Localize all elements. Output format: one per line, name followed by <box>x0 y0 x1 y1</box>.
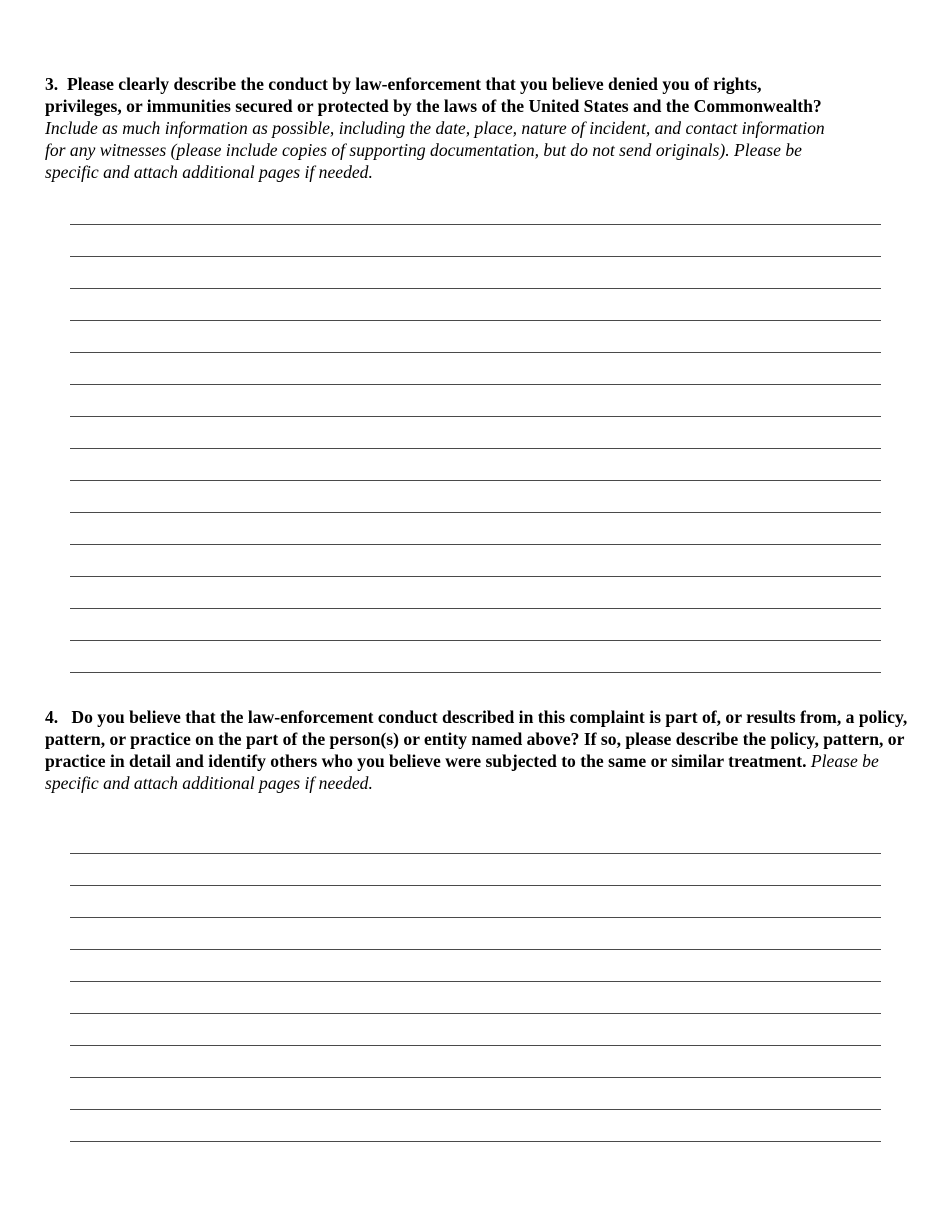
question-4-instructions: Please be specific and attach additional pages if needed. <box>45 751 879 793</box>
question-4-number: 4. <box>45 707 59 727</box>
answer-line[interactable] <box>70 609 881 641</box>
answer-line[interactable] <box>70 1014 881 1046</box>
question-3-prompt <box>45 73 835 183</box>
answer-line[interactable] <box>70 449 881 481</box>
question-3-instructions: Include as much information as possible, including the date, place, nature of incident, and contact information for any witnesses (please include copies of supporting documentation, but do not send originals). Please be specific and attach additional pages if needed. <box>45 118 825 182</box>
question-4-answer-area[interactable] <box>70 822 881 1142</box>
answer-line[interactable] <box>70 289 881 321</box>
answer-line[interactable] <box>70 545 881 577</box>
answer-line[interactable] <box>70 854 881 886</box>
question-3-text: Please clearly describe the conduct by law-enforcement that you believe denied you of rights, privileges, or immunities secured or protected by the laws of the United States and the Commonwealth? <box>45 74 822 116</box>
answer-line[interactable] <box>70 886 881 918</box>
answer-line[interactable] <box>70 1046 881 1078</box>
answer-line[interactable] <box>70 417 881 449</box>
answer-line[interactable] <box>70 950 881 982</box>
answer-line[interactable] <box>70 822 881 854</box>
answer-line[interactable] <box>70 257 881 289</box>
answer-line[interactable] <box>70 1110 881 1142</box>
answer-line[interactable] <box>70 193 881 225</box>
answer-line[interactable] <box>70 918 881 950</box>
question-4-prompt <box>45 706 925 794</box>
answer-line[interactable] <box>70 577 881 609</box>
answer-line[interactable] <box>70 641 881 673</box>
question-4-text: Do you believe that the law-enforcement conduct described in this complaint is part of, or results from, a policy, pattern, or practice on the part of the person(s) or entity named above? If so, please describe the policy, pattern, or practice in detail and identify others who you believe were subjected to the same or similar treatment. <box>45 707 908 771</box>
question-3-number: 3. <box>45 74 59 94</box>
answer-line[interactable] <box>70 385 881 417</box>
answer-line[interactable] <box>70 225 881 257</box>
answer-line[interactable] <box>70 513 881 545</box>
answer-line[interactable] <box>70 982 881 1014</box>
answer-line[interactable] <box>70 321 881 353</box>
question-3-answer-area[interactable] <box>70 193 881 673</box>
answer-line[interactable] <box>70 353 881 385</box>
answer-line[interactable] <box>70 481 881 513</box>
answer-line[interactable] <box>70 1078 881 1110</box>
